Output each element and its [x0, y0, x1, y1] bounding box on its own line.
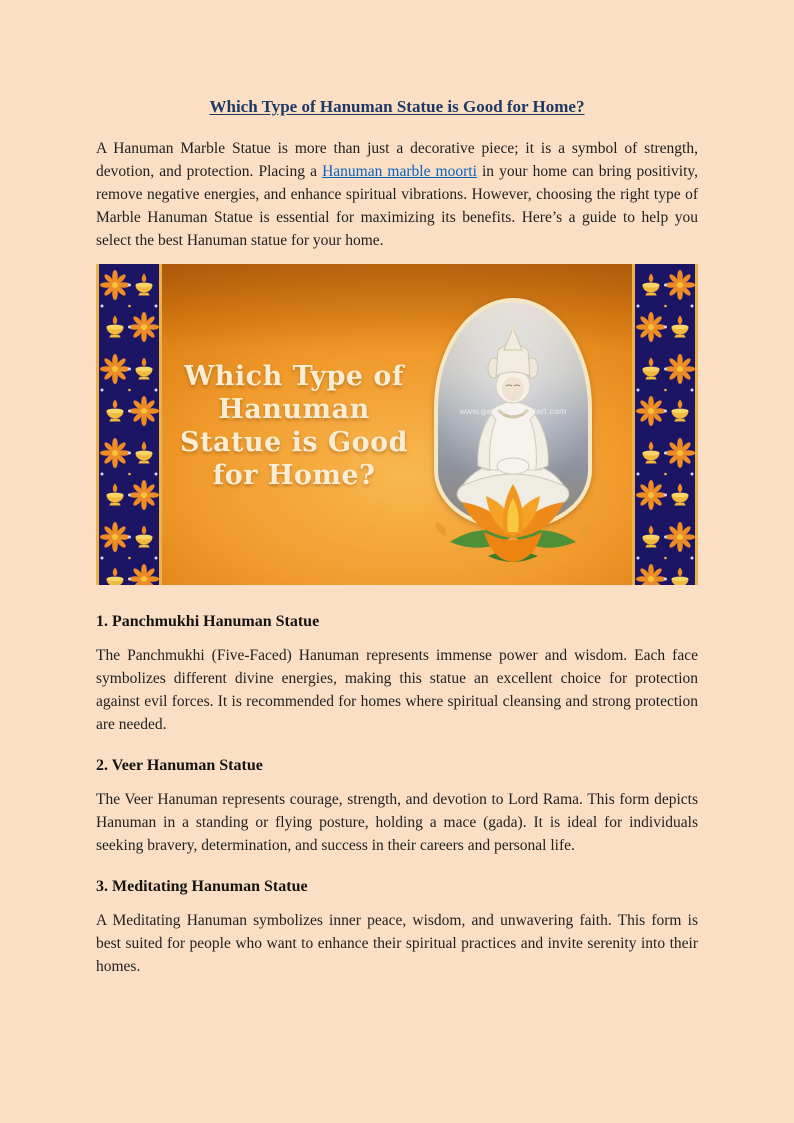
document-content: [96, 96, 698, 978]
intro-text-before: A Hanuman Marble Statue is more than just a decorative piece; it is a symbol of strength, devotion, and protection. Placing a: [96, 140, 698, 180]
lotus-icon: [428, 476, 598, 572]
banner-heading-line-1: Which Type of: [183, 361, 405, 392]
section-panchmukhi: [96, 613, 698, 736]
banner-heading-line-2: Hanuman: [218, 394, 370, 425]
page-title: Which Type of Hanuman Statue is Good for Home?: [209, 97, 585, 116]
section-2-heading: 2. Veer Hanuman Statue: [96, 757, 263, 774]
intro-text-after: in your home can bring positivity, remove negative energies, and enhance spiritual vibrations. However, choosing the right type of Marble Hanuman Statue is essential for maximizing its benefits. Here’s a guide to help you select the best Hanuman statue for your home.: [96, 163, 698, 249]
banner-heading-line-3: Statue is Good: [180, 427, 408, 458]
intro-paragraph: [96, 137, 698, 252]
section-1-paragraph: The Panchmukhi (Five-Faced) Hanuman represents immense power and wisdom. Each face symbolizes different divine energies, making this statue an excellent choice for protection against evil forces. It is recommended for homes where spiritual cleansing and strong protection are needed.: [96, 647, 698, 733]
hanuman-marble-moorti-link[interactable]: Hanuman marble moorti: [322, 163, 477, 180]
banner-heading: [172, 360, 416, 492]
section-1-heading: 1. Panchmukhi Hanuman Statue: [96, 613, 320, 630]
ornament-border-right: [632, 264, 698, 585]
section-3-heading: 3. Meditating Hanuman Statue: [96, 878, 308, 895]
diya-flower-pattern-right-icon: [635, 264, 695, 585]
banner-center: [162, 264, 632, 585]
section-3-paragraph: A Meditating Hanuman symbolizes inner peace, wisdom, and unwavering faith. This form is best suited for people who want to enhance their spiritual practices and invite serenity into their homes.: [96, 912, 698, 975]
section-veer: [96, 757, 698, 857]
diya-flower-pattern-left-icon: [99, 264, 159, 585]
banner-heading-line-4: for Home?: [212, 460, 376, 491]
watermark-text: www.ganeshmoortiart.com: [459, 406, 567, 417]
banner-image: [96, 264, 698, 585]
ornament-border-left: [96, 264, 162, 585]
section-2-paragraph: The Veer Hanuman represents courage, strength, and devotion to Lord Rama. This form depicts Hanuman in a standing or flying posture, holding a mace (gada). It is ideal for individuals seeking bravery, determination, and success in their careers and personal life.: [96, 791, 698, 854]
section-meditating: [96, 878, 698, 978]
